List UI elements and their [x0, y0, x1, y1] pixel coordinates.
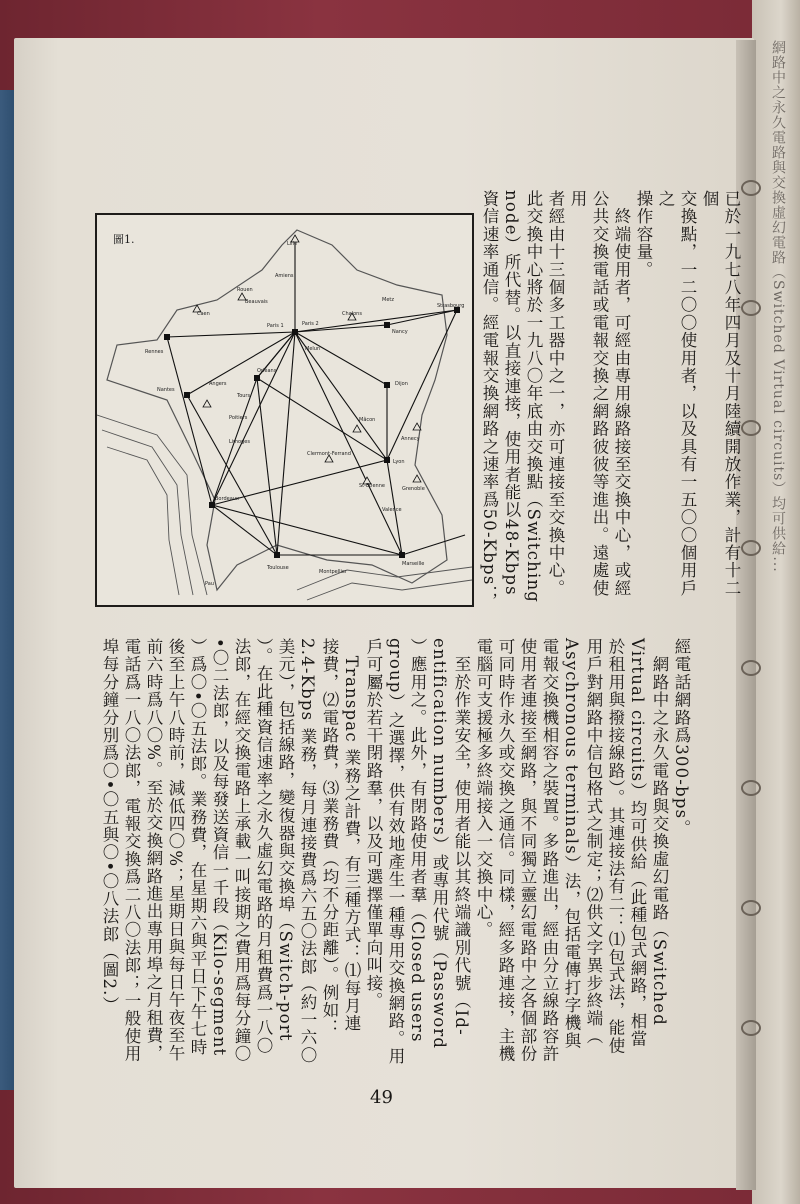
svg-text:Limoges: Limoges — [229, 439, 250, 445]
text-column: node）所代替。以直接連接，使用者能以48-Kbps — [502, 190, 521, 596]
page-number: 49 — [370, 1087, 393, 1108]
svg-text:St-Etienne: St-Etienne — [359, 483, 385, 489]
text-column: 網路中之永久電路與交換虛幻電路（Switched — [650, 638, 669, 1027]
text-column: 公共交換電話或電報交換之網路彼彼等進出。遠處使用 — [568, 190, 609, 598]
text-column: 2.4-Kbps 業務，每月連接費爲六五〇法郎（約一六〇 — [298, 638, 317, 1065]
text-column: ）。在此種資信速率之永久虛幻電路的月租費爲一八〇 — [254, 638, 273, 1055]
text-column: 資信速率通信。經電報交換網路之速率爲50-Kbps； — [480, 190, 499, 604]
svg-text:Rouen: Rouen — [237, 287, 253, 293]
svg-text:Pau: Pau — [205, 581, 215, 587]
text-column: 電話爲一八〇法郎，電報交換爲二八〇法郎；一般使用 — [122, 638, 141, 1063]
figure-1-map — [95, 213, 474, 607]
text-column: Transpac 業務之計費，有三種方式：⑴每月連 — [342, 638, 361, 1033]
svg-text:Paris 1: Paris 1 — [267, 323, 284, 329]
text-column: 者經由十三個多工器中之一，亦可連接至交換中心。 — [546, 190, 565, 598]
text-column: 使用者連接至網路，與不同獨立靈幻電路中之各個部份 — [518, 638, 537, 1063]
svg-text:Amiens: Amiens — [275, 273, 294, 279]
svg-text:Metz: Metz — [382, 297, 394, 303]
svg-text:Toulouse: Toulouse — [267, 565, 289, 571]
text-column: 終端使用者，可經由專用線路接至交換中心，或經 — [612, 190, 631, 598]
binding-ring — [741, 540, 761, 556]
text-column: ）應用之。此外，有閉路使用者羣（Closed users — [408, 638, 427, 1043]
text-column: 接費，⑵電路費，⑶業務費（均不分距離）。例如： — [320, 638, 339, 1037]
bottom-text-block — [98, 638, 692, 1078]
svg-text:Dijon: Dijon — [395, 381, 408, 387]
text-column: 電報交換機相容之裝置。多路進出，經由分立線路容許 — [540, 638, 559, 1063]
svg-text:Paris 2: Paris 2 — [302, 321, 319, 327]
svg-text:Orléans: Orléans — [257, 368, 277, 374]
svg-text:Rennes: Rennes — [145, 349, 164, 355]
text-column: 經電話網路爲300-bps。 — [672, 638, 691, 837]
svg-text:Caen: Caen — [197, 311, 210, 317]
binding-ring — [741, 660, 761, 676]
left-book-edge — [0, 90, 14, 1090]
text-column: 操作容量。 — [634, 190, 653, 279]
france-outline — [107, 230, 447, 590]
svg-text:Tours: Tours — [237, 393, 251, 399]
text-column: 此交換中心將於一九八〇年底由交換點（Switching — [524, 190, 543, 604]
hatch-sea — [97, 415, 472, 600]
binding-ring — [741, 420, 761, 436]
svg-text:Chalons: Chalons — [342, 311, 362, 317]
text-column: 電腦可支援極多終端接入一交換中心。 — [474, 638, 493, 939]
svg-text:Mâcon: Mâcon — [359, 417, 376, 423]
svg-text:Melun: Melun — [305, 346, 321, 352]
text-column: 至於作業安全，使用者能以其終端識別代號（Id- — [452, 638, 471, 1036]
svg-text:Poitiers: Poitiers — [229, 415, 248, 421]
svg-text:Clermont-Ferrand: Clermont-Ferrand — [307, 451, 351, 457]
text-column: group）之選擇，供有效地產生一種專用交換網路。用 — [386, 638, 405, 1066]
text-column: 後至上午八時前，減低四〇%；星期日與每日午夜至午 — [166, 638, 185, 1062]
text-column: 美元），包括線路，變復器與交換埠（Switch-port — [276, 638, 295, 1042]
svg-text:Lyon: Lyon — [393, 459, 405, 465]
binding-ring — [741, 180, 761, 196]
svg-text:Marseille: Marseille — [402, 561, 425, 567]
svg-text:Annecy: Annecy — [401, 436, 420, 442]
text-column: 交換點，一二〇〇使用者，以及具有一五〇〇個用戶之 — [656, 190, 697, 598]
svg-text:Beauvais: Beauvais — [245, 299, 268, 305]
svg-text:Strasbourg: Strasbourg — [437, 303, 465, 309]
svg-text:Nancy: Nancy — [392, 329, 408, 335]
svg-text:Lille: Lille — [287, 241, 298, 247]
city-labels — [145, 241, 464, 587]
svg-text:Valence: Valence — [382, 507, 402, 513]
svg-text:Bordeaux: Bordeaux — [215, 496, 239, 502]
text-column: Asychronous terminals）法，包括電傳打字機與 — [562, 638, 581, 1050]
binding-ring — [741, 1020, 761, 1036]
network-map — [97, 215, 472, 605]
top-text-block — [478, 190, 742, 610]
binding-ring — [741, 780, 761, 796]
text-column: 法郎，在經交換電路上承載一叫接期之費用爲每分鐘〇 — [232, 638, 251, 1063]
svg-text:Montpellier: Montpellier — [319, 569, 348, 575]
svg-text:Nantes: Nantes — [157, 387, 175, 393]
text-column: ）爲〇•〇五法郎。業務費，在星期六與平日下午七時 — [188, 638, 207, 1057]
text-column: 前六時爲八〇%。至於交換網路進出專用埠之月租費， — [144, 638, 163, 1062]
binding-ring — [741, 900, 761, 916]
text-column: 用戶對網路中信包格式之制定；⑵供文字異步終端（ — [584, 638, 603, 1046]
text-column: 埠每分鐘分別爲〇•〇五與〇•〇八法郎（圖2.） — [100, 638, 119, 1015]
text-column: 於租用與撥接線路）。其連接法有二：⑴包式法，能使 — [606, 638, 625, 1055]
text-column: 已於一九七八年四月及十月陸續開放作業，計有十二個 — [700, 190, 741, 598]
binding-ring — [741, 300, 761, 316]
text-column: 戶可屬於若干閉路羣，以及可選擇僅單向叫接。 — [364, 638, 383, 1010]
text-column: Virtual circuits）均可供給（此種包式網路，相當 — [628, 638, 647, 1048]
text-column: •〇二法郎，以及每發送資信一千段（Kilo-segment — [210, 638, 229, 1057]
text-column: entification numbers）或專用代號（Password — [430, 638, 449, 1050]
svg-text:Grenoble: Grenoble — [402, 486, 425, 492]
svg-text:Angers: Angers — [209, 381, 227, 387]
text-column: 可同時作永久或交換之通信。同樣，經多路連接，主機 — [496, 638, 515, 1063]
figure-caption: 圖1. — [113, 233, 135, 246]
adjacent-page-text: 網路中之永久電路與交換虛幻電路（Switched Virtual circuits）均可供給... — [770, 40, 786, 573]
